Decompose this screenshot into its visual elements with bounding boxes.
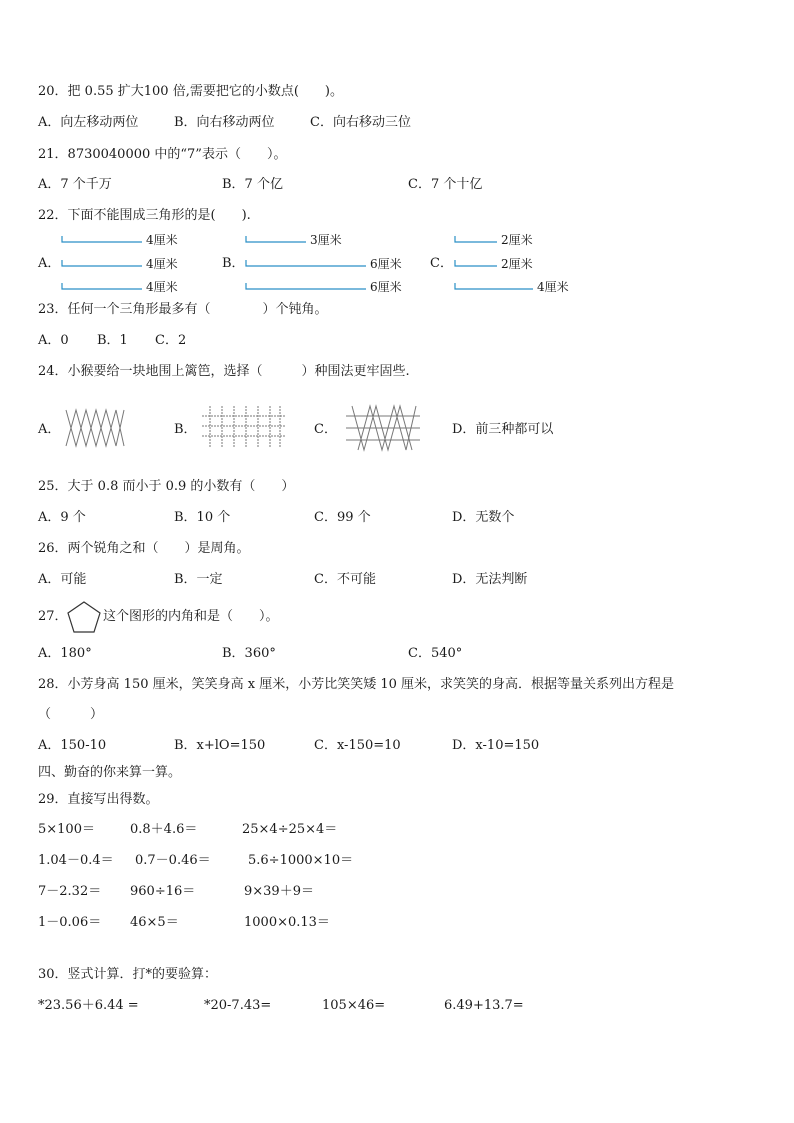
q21-stem: 21．8730040000 中的“7”表示（ ）。 [38, 147, 287, 162]
segment-b1 [246, 236, 306, 242]
q27-option-c[interactable]: C．540° [408, 646, 463, 661]
q26-stem: 26．两个锐角之和（ ）是周角。 [38, 541, 250, 556]
segment-b1-label: 3厘米 [310, 233, 342, 247]
q22-stem: 22．下面不能围成三角形的是( ). [38, 208, 251, 223]
segment-c1 [455, 236, 497, 242]
section-heading: 四、勤奋的你来算一算。 [38, 765, 182, 780]
q24-stem: 24．小猴要给一块地围上篱笆，选择（ ）种围法更牢固些. [38, 364, 410, 379]
q20-option-b[interactable]: B．向右移动两位 [174, 115, 275, 130]
segment-c2-label: 2厘米 [501, 257, 533, 271]
fence-b-figure [200, 404, 290, 450]
q27-option-a[interactable]: A．180° [38, 646, 92, 661]
q21-option-a[interactable]: A．7 个千万 [38, 177, 112, 192]
q20-stem: 20．把 0.55 扩大100 倍,需要把它的小数点( )。 [38, 84, 343, 99]
segment-a3-label: 4厘米 [146, 280, 178, 294]
calc-item: 46×5＝ [130, 915, 179, 930]
segment-c2 [455, 260, 497, 266]
calc-item: 9×39＋9＝ [244, 884, 314, 899]
vertical-calc-item: *23.56＋6.44 = [38, 998, 139, 1013]
segment-a2 [62, 260, 142, 266]
q27-stem: 这个图形的内角和是（ ）。 [103, 609, 279, 624]
calc-item: 7－2.32＝ [38, 884, 102, 899]
q26-option-a[interactable]: A．可能 [38, 572, 87, 587]
calc-item: 1－0.06＝ [38, 915, 102, 930]
q28-option-c[interactable]: C．x-150=10 [314, 738, 401, 753]
q24-option-c[interactable]: C． [314, 422, 337, 437]
q26-option-b[interactable]: B．一定 [174, 572, 223, 587]
q20-option-a[interactable]: A．向左移动两位 [38, 115, 139, 130]
q25-stem: 25．大于 0.8 而小于 0.9 的小数有（ ） [38, 479, 295, 494]
calc-item: 5×100＝ [38, 822, 95, 837]
q26-option-c[interactable]: C．不可能 [314, 572, 376, 587]
q23-option-c[interactable]: C．2 [155, 333, 187, 348]
q25-option-d[interactable]: D．无数个 [452, 510, 515, 525]
q22-option-a[interactable]: A． [38, 256, 61, 271]
vertical-calc-item: *20-7.43= [204, 998, 272, 1013]
calc-item: 0.7－0.46＝ [135, 853, 211, 868]
q26-option-d[interactable]: D．无法判断 [452, 572, 528, 587]
q23-option-a[interactable]: A．0 [38, 333, 69, 348]
segment-b2 [246, 260, 366, 266]
q28-blank: （ ） [38, 707, 104, 722]
q25-option-c[interactable]: C．99 个 [314, 510, 371, 525]
q28-stem: 28．小芳身高 150 厘米，笑笑身高 x 厘米，小芳比笑笑矮 10 厘米，求笑笑的身高．根据等量关系列出方程是 [38, 677, 675, 692]
segment-c3-label: 4厘米 [537, 280, 569, 294]
q21-option-b[interactable]: B．7 个亿 [222, 177, 283, 192]
segment-a2-label: 4厘米 [146, 257, 178, 271]
fence-a-figure [62, 406, 132, 450]
segment-a3 [62, 283, 142, 289]
q27-number: 27． [38, 609, 68, 624]
calc-item: 1.04－0.4＝ [38, 853, 114, 868]
vertical-calc-item: 6.49+13.7= [444, 998, 524, 1013]
q24-option-a[interactable]: A． [38, 422, 61, 437]
q27-option-b[interactable]: B．360° [222, 646, 276, 661]
q22-option-c[interactable]: C． [430, 256, 453, 271]
calc-item: 960÷16＝ [130, 884, 196, 899]
q24-option-d[interactable]: D．前三种都可以 [452, 422, 554, 437]
segment-a1-label: 4厘米 [146, 233, 178, 247]
q28-option-a[interactable]: A．150-10 [38, 738, 107, 753]
q28-option-d[interactable]: D．x-10=150 [452, 738, 540, 753]
q29-stem: 29．直接写出得数。 [38, 792, 159, 807]
calc-item: 0.8＋4.6＝ [130, 822, 198, 837]
segment-b3 [246, 283, 366, 289]
segment-b3-label: 6厘米 [370, 280, 402, 294]
calc-item: 25×4÷25×4＝ [242, 822, 338, 837]
calc-item: 1000×0.13＝ [244, 915, 330, 930]
q22-option-b[interactable]: B． [222, 256, 245, 271]
fence-c-figure [344, 404, 424, 452]
q23-option-b[interactable]: B．1 [97, 333, 128, 348]
segment-c1-label: 2厘米 [501, 233, 533, 247]
calc-item: 5.6÷1000×10＝ [248, 853, 354, 868]
q25-option-a[interactable]: A．9 个 [38, 510, 86, 525]
vertical-calc-item: 105×46= [322, 998, 386, 1013]
segment-b2-label: 6厘米 [370, 257, 402, 271]
q30-stem: 30．竖式计算．打*的要验算： [38, 967, 218, 982]
q20-option-c[interactable]: C．向右移动三位 [310, 115, 411, 130]
q25-option-b[interactable]: B．10 个 [174, 510, 231, 525]
pentagon-icon [66, 600, 102, 634]
q28-option-b[interactable]: B．x+lO=150 [174, 738, 266, 753]
segment-a1 [62, 236, 142, 242]
q23-stem: 23．任何一个三角形最多有（ ）个钝角。 [38, 302, 328, 317]
segment-c3 [455, 283, 533, 289]
q24-option-b[interactable]: B． [174, 422, 197, 437]
q21-option-c[interactable]: C．7 个十亿 [408, 177, 483, 192]
